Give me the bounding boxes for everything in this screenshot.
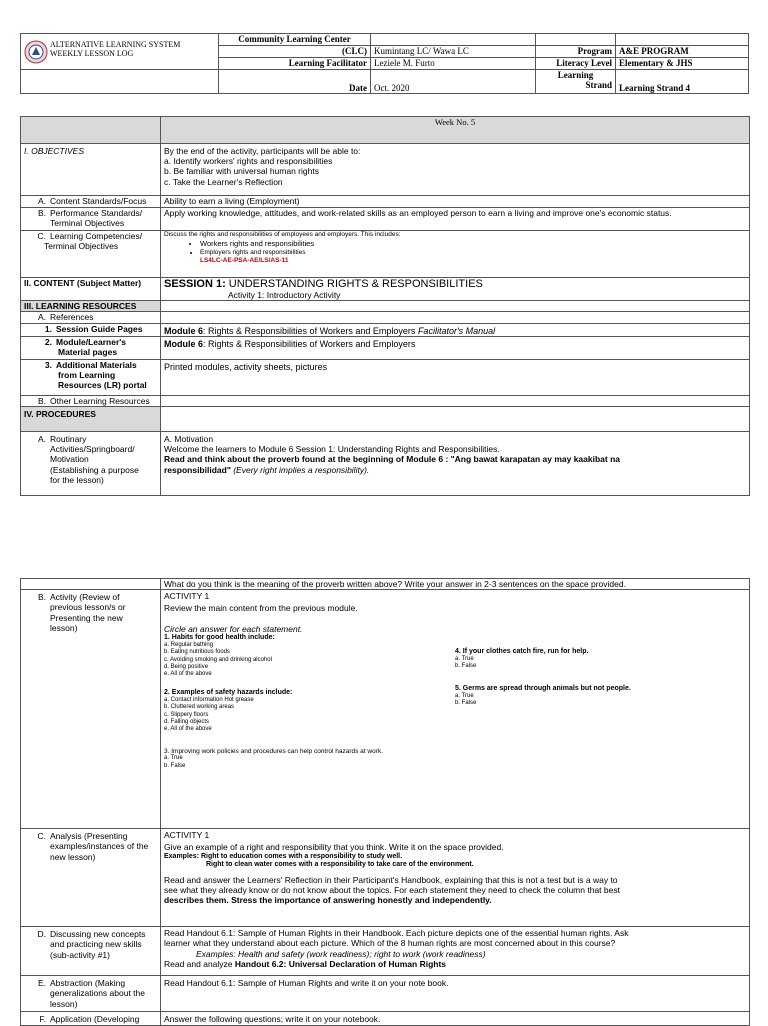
week-number: Week No. 5 xyxy=(161,117,750,144)
deped-seal-icon xyxy=(24,40,48,64)
q5-option: a. True xyxy=(455,692,474,699)
application-content: Answer the following questions; write it on your notebook. xyxy=(161,1012,750,1026)
logo-title: ALTERNATIVE LEARNING SYSTEM xyxy=(50,40,181,49)
question-2: 2. Examples of safety hazards include: xyxy=(164,688,293,696)
q4-option: b. False xyxy=(455,663,477,670)
references-label: A. References xyxy=(21,312,161,323)
q2-option: d. Falling objects xyxy=(164,719,210,726)
content-standards-value: Ability to earn a living (Employment) xyxy=(161,196,750,208)
analysis-label: C. Analysis (Presenting examples/instances of the new lesson) xyxy=(21,829,161,927)
module-value: Module 6: Rights & Responsibilities of Workers and Employers xyxy=(161,336,750,359)
abstraction-label: E. Abstraction (Making generalizations about the lesson) xyxy=(21,976,161,1012)
clc-value: Kumintang LC/ Wawa LC xyxy=(371,46,536,58)
program-label: Program xyxy=(536,46,616,58)
performance-standards-label: B. Performance Standards/ Terminal Objectives xyxy=(21,208,161,231)
application-label: F. Application (Developing xyxy=(21,1012,161,1026)
lesson-table-1 xyxy=(20,116,750,496)
q1-option: e. All of the above xyxy=(164,671,212,678)
competency-code: LS4LC-AE-PSA-AE/LS/AS-11 xyxy=(200,257,289,264)
objectives-label: I. OBJECTIVES xyxy=(21,144,161,196)
analysis-content: ACTIVITY 1 Give an example of a right and responsibility that you think. Write it on the space provided. Examples: Right to education comes with a responsibility to study well. Right to clean water comes with a responsibility to take care of the environment. Read and answer the Learners' Reflection in their Participant's Handbook, explaining that this is not a test but is a way to see what they already know or do not know about the topics. For each statement they need to check the column that best describes them. Stress the importance of answering honestly and independently. xyxy=(161,829,750,927)
motivation-label: A. Routinary Activities/Springboard/ Motivation (Establishing a purpose for the lesson) xyxy=(21,432,161,496)
lesson-table-2 xyxy=(20,578,750,1026)
logo-cell xyxy=(21,34,219,70)
q2-option: b. Cluttered working areas xyxy=(164,704,235,711)
q1-option: d. Being positive xyxy=(164,664,209,671)
q1-option: c. Avoiding smoking and drinking alcohol xyxy=(164,656,272,663)
clc-label: Community Learning Center xyxy=(219,34,371,46)
activity-content: ACTIVITY 1 Review the main content from the previous module. Circle an answer for each statement. 1. Habits for good health include: a. Regular bathing b. Eating nutritious foods c. Avoiding smoking and drinking alcohol d. Being positive e. All of the above 2. Examples of safety hazards include: a. Contact information Hot grease b. Cluttered working areas c. Slippery floors d. Falling objects e. All of the above 4. If your clothes catch fire, run for help. a. True b. False 5. Germs are spread through animals but not people. a. True b. False 3. Improving work policies and procedures can help control hazards at work. a. True b. False xyxy=(161,590,750,829)
question-5: 5. Germs are spread through animals but not people. xyxy=(455,684,631,692)
date-value: Oct. 2020 xyxy=(371,70,536,94)
literacy-label: Literacy Level xyxy=(536,58,616,70)
q1-option: a. Regular bathing xyxy=(164,641,214,648)
additional-materials-label: 3. Additional Materials from Learning Resources (LR) portal xyxy=(21,359,161,395)
resources-label: III. LEARNING RESOURCES xyxy=(21,301,161,312)
abstraction-content: Read Handout 6.1: Sample of Human Rights and write it on your note book. xyxy=(161,976,750,1012)
literacy-value: Elementary & JHS xyxy=(616,58,749,70)
session-guide-label: 1. Session Guide Pages xyxy=(21,323,161,336)
q2-option: c. Slippery floors xyxy=(164,711,209,718)
activity-label: B. Activity (Review of previous lesson/s or Presenting the new lesson) xyxy=(21,590,161,829)
q2-option: e. All of the above xyxy=(164,726,212,733)
performance-standards-value: Apply working knowledge, attitudes, and work-related skills as an employed person to earn a living and improve one's economic status. xyxy=(161,208,750,231)
facilitator-value: Leziele M. Furto xyxy=(371,58,536,70)
other-resources-label: B. Other Learning Resources xyxy=(21,395,161,406)
competencies-label: C. Learning Competencies/ Terminal Objectives xyxy=(21,231,161,278)
header-table xyxy=(20,33,749,94)
q2-option: a. Contact information Hot grease xyxy=(164,696,254,703)
procedures-label: IV. PROCEDURES xyxy=(21,407,161,432)
q3-option: b. False xyxy=(164,762,186,769)
question-1: 1. Habits for good health include: xyxy=(164,633,275,641)
session-guide-value: Module 6: Rights & Responsibilities of Workers and Employers Facilitator's Manual xyxy=(161,323,750,336)
content-value: SESSION 1: UNDERSTANDING RIGHTS & RESPONSIBILITIES Activity 1: Introductory Activity xyxy=(161,278,750,301)
date-label: Date xyxy=(219,70,371,94)
clc-label-2: (CLC) xyxy=(219,46,371,58)
q4-option: a. True xyxy=(455,655,474,662)
module-label: 2. Module/Learner's Material pages xyxy=(21,336,161,359)
content-standards-label: A. Content Standards/Focus xyxy=(21,196,161,208)
strand-label: Learning Strand xyxy=(536,70,616,94)
question-4: 4. If your clothes catch fire, run for help. xyxy=(455,647,589,655)
question-3: 3. Improving work policies and procedures can help control hazards at work. xyxy=(164,747,383,755)
content-label: II. CONTENT (Subject Matter) xyxy=(21,278,161,301)
motivation-value: A. Motivation Welcome the learners to Module 6 Session 1: Understanding Rights and Responsibilities. Read and think about the proverb found at the beginning of Module 6 : "Ang bawat karapatan ay may kaakibat na responsibilidad" (Every right implies a responsibility). xyxy=(161,432,750,496)
competency-bullet: • Workers rights and responsibilities xyxy=(200,239,746,248)
discussing-label: D. Discussing new concepts and practicing new skills (sub-activity #1) xyxy=(21,927,161,976)
discussing-content: Read Handout 6.1: Sample of Human Rights in their Handbook. Each picture depicts one of the essential human rights. Ask learner what they understand about each picture. Which of the 8 human rights are most concerned about in this course? Examples: Health and safety (work readiness); right to work (work readiness) Read and analyze Handout 6.2: Universal Declaration of Human Rights xyxy=(161,927,750,976)
objectives-content: By the end of the activity, participants will be able to: a. Identify workers' rights and responsibilities b. Be familiar with universal human rights c. Take the Learner's Reflection xyxy=(161,144,750,196)
q3-option: a. True xyxy=(164,755,183,762)
program-value: A&E PROGRAM xyxy=(616,46,749,58)
q5-option: b. False xyxy=(455,700,477,707)
logo-subtitle: WEEKLY LESSON LOG xyxy=(50,49,134,58)
proverb-question: What do you think is the meaning of the proverb written above? Write your answer in 2-3 sentences on the space provided. xyxy=(161,579,750,590)
q1-option: b. Eating nutritious foods xyxy=(164,649,231,656)
competency-bullet: • Employers rights and responsibilities xyxy=(200,248,746,257)
additional-materials-value: Printed modules, activity sheets, pictures xyxy=(161,359,750,395)
facilitator-label: Learning Facilitator xyxy=(219,58,371,70)
competencies-value: Discuss the rights and responsibilities of employees and employers. This includes: • Workers rights and responsibilities • Employers rights and responsibilities LS4LC-AE-PSA-AE/LS/AS-11 xyxy=(161,231,750,278)
strand-value: Learning Strand 4 xyxy=(616,70,749,94)
